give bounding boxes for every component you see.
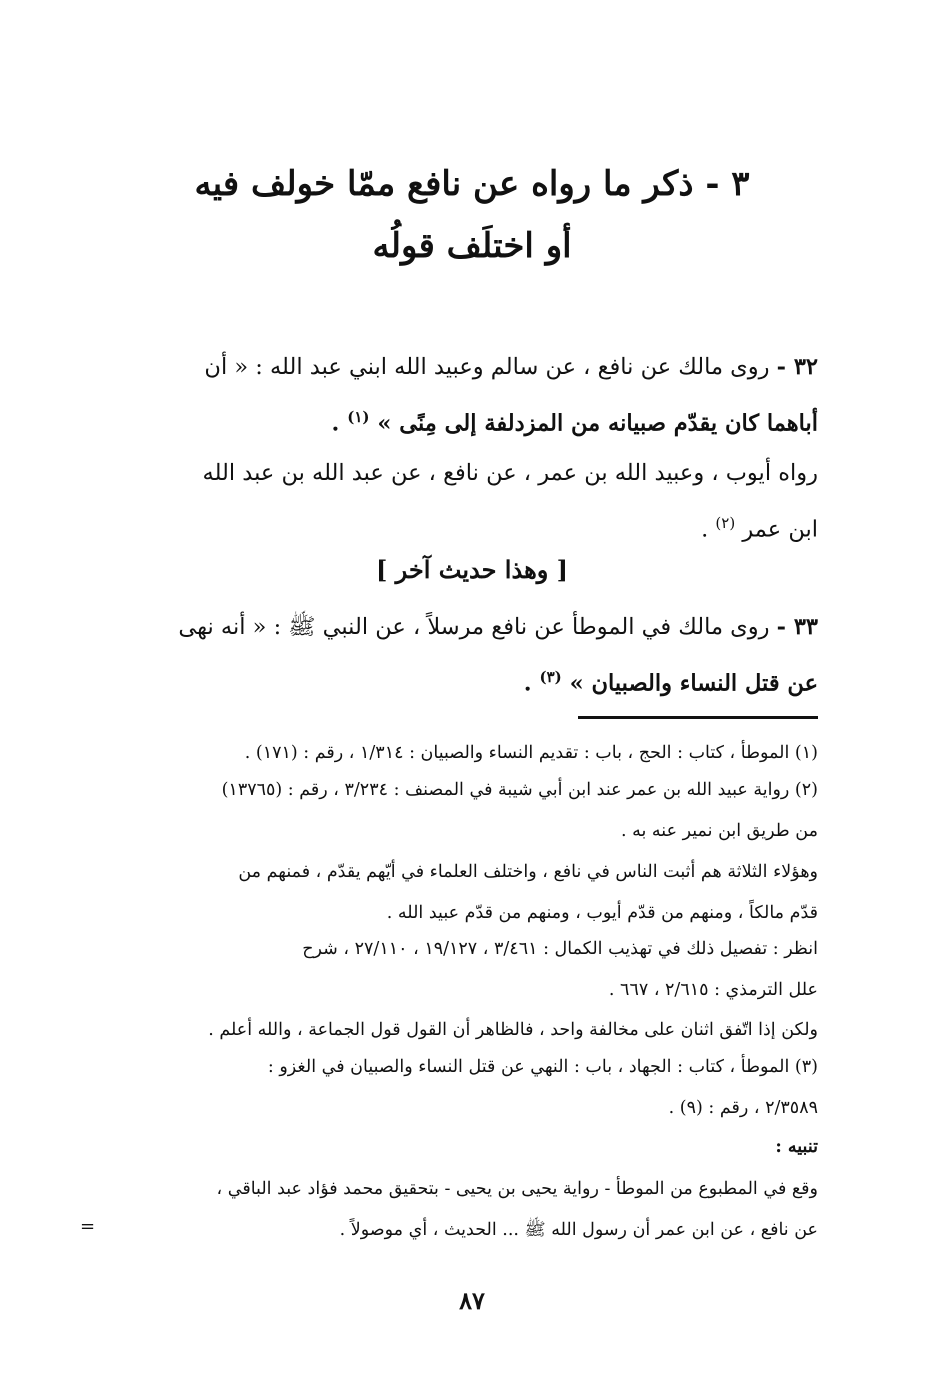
hadith-33-text-1: روى مالك في الموطأ عن نافع مرسلاً ، عن النبي ﷺ : « أنه نهى [178, 614, 770, 640]
riwaya-line-1: رواه أيوب ، وعبيد الله بن عمر ، عن نافع ، عن عبد الله بن عبد الله [202, 460, 818, 486]
footnote-ref-2: (٢) [715, 514, 736, 532]
hadith-32-text-2: أباهما كان يقدّم صبيانه من المزدلفة إلى مِنًى » [377, 410, 818, 437]
riwaya-end: . [701, 516, 709, 543]
hadith-32-end: . [331, 410, 340, 437]
chapter-title-line-1: ٣ - ذكر ما رواه عن نافع ممّا خولف فيه [194, 164, 750, 204]
hadith-33-number: ٣٣ - [776, 614, 818, 640]
continuation-mark: = [80, 1216, 96, 1237]
footnote-line: ٢/٣٥٨٩ ، رقم : (٩) . [668, 1098, 818, 1118]
footnote-line: (٢) رواية عبيد الله بن عمر عند ابن أبي شيبة في المصنف : ٣/٢٣٤ ، رقم : (١٣٧٦٥) [221, 780, 818, 800]
footnote-line: عن نافع ، عن ابن عمر أن رسول الله ﷺ ... الحديث ، أي موصولاً . [339, 1220, 818, 1240]
hadith-32-line-1 [124, 342, 818, 392]
footnote-ref-3: (٣) [539, 668, 562, 686]
footnote-line: (١) الموطأ ، كتاب : الحج ، باب : تقديم النساء والصبيان : ١/٣١٤ ، رقم : (١٧١) . [244, 743, 818, 763]
footnote-line: تنبيه : [775, 1137, 818, 1157]
footnote-line: قدّم مالكاً ، ومنهم من قدّم أيوب ، ومنهم من قدّم عبيد الله . [386, 903, 818, 923]
section-heading: [ وهذا حديث آخر ] [375, 555, 569, 584]
footnote-line: وهؤلاء الثلاثة هم أثبت الناس في نافع ، واختلف العلماء في أيّهم يقدّم ، فمنهم من [238, 862, 818, 882]
footnote-line: (٣) الموطأ ، كتاب : الجهاد ، باب : النهي عن قتل النساء والصبيان في الغزو : [267, 1057, 818, 1077]
chapter-title-line-2: أو اختلَف قولُه [372, 226, 572, 266]
page-number: ٨٧ [459, 1286, 485, 1315]
hadith-33-end: . [523, 670, 532, 697]
footnote-line: من طريق ابن نمير عنه به . [620, 821, 818, 841]
riwaya-line-2 [124, 498, 818, 555]
footnote-ref-1: (١) [347, 408, 370, 426]
footnote-line: علل الترمذي : ٢/٦١٥ ، ٦٦٧ . [608, 980, 818, 1000]
footnote-line: انظر : تفصيل ذلك في تهذيب الكمال : ٣/٤٦١ ، ١٩/١٢٧ ، ٢٧/١١٠ ، شرح [302, 939, 818, 959]
hadith-32-number: ٣٢ - [776, 354, 818, 380]
hadith-33-text-2: عن قتل النساء والصبيان » [569, 670, 818, 697]
footnote-line: ولكن إذا اتّفق اثنان على مخالفة واحد ، فالظاهر أن القول قول الجماعة ، والله أعلم . [208, 1020, 818, 1040]
hadith-33-line-1 [124, 602, 818, 652]
footnote-separator [578, 716, 818, 719]
hadith-32-text-1: روى مالك عن نافع ، عن سالم وعبيد الله ابني عبد الله : « أن [204, 354, 770, 380]
riwaya-text-2: ابن عمر [742, 516, 818, 543]
hadith-32-line-2 [124, 392, 818, 449]
hadith-33-line-2 [124, 652, 818, 709]
footnote-line: وقع في المطبوع من الموطأ - رواية يحيى بن يحيى - بتحقيق محمد فؤاد عبد الباقي ، [216, 1179, 818, 1199]
